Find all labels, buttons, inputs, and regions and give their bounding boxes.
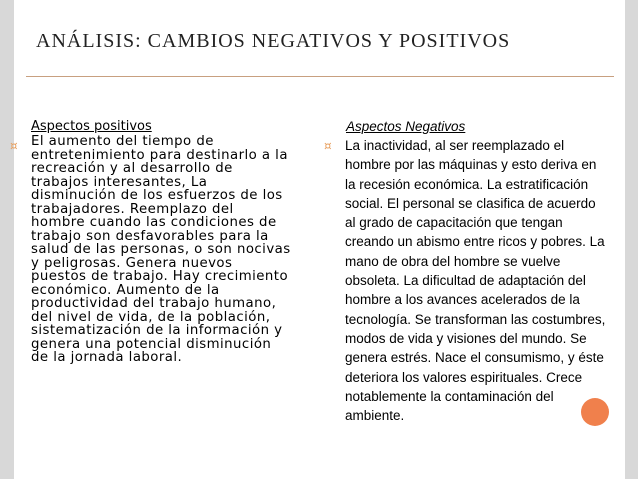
slide-frame-right [625, 0, 638, 479]
slide-frame-left [0, 0, 14, 479]
negative-aspects-heading: Aspectos Negativos [346, 119, 466, 134]
bullet-icon: ¤ [324, 139, 332, 153]
bullet-icon: ¤ [10, 139, 18, 153]
slide-title: ANÁLISIS: CAMBIOS NEGATIVOS Y POSITIVOS [36, 30, 511, 52]
positive-aspects-text: El aumento del tiempo de entretenimiento para destinarlo a la recreación y al desarrollo de trabajos interesantes, La disminución de los esfuerzos de los trabajadores. Reemplazo del hombre cuando las condiciones de trabajo son desfavorables para la salud de las personas, o son nocivas y peligrosas. Genera nuevos puestos de trabajo. Hay crecimiento económico. Aumento de la productividad del trabajo humano, del nivel de vida, de la población, sistematización de la información y genera una potencial disminución de la jornada laboral. [31, 134, 291, 365]
negative-aspects-text: La inactividad, al ser reemplazado el hombre por las máquinas y esto deriva en la recesión económica. La estratificación social. El personal se clasifica de acuerdo al grado de capacitación que tengan creando un abismo entre ricos y pobres. La mano de obra del hombre se vuelve obsoleta. La dificultad de adaptación del hombre a los avances acelerados de la tecnología. Se transforman las costumbres, modos de vida y visiones del mundo. Se genera estrés. Nace el consumismo, y éste deteriora los valores espirituales. Crece notablemente la contaminación del ambiente. [345, 138, 606, 424]
title-divider [26, 76, 614, 77]
positive-aspects-heading: Aspectos positivos [31, 119, 152, 134]
